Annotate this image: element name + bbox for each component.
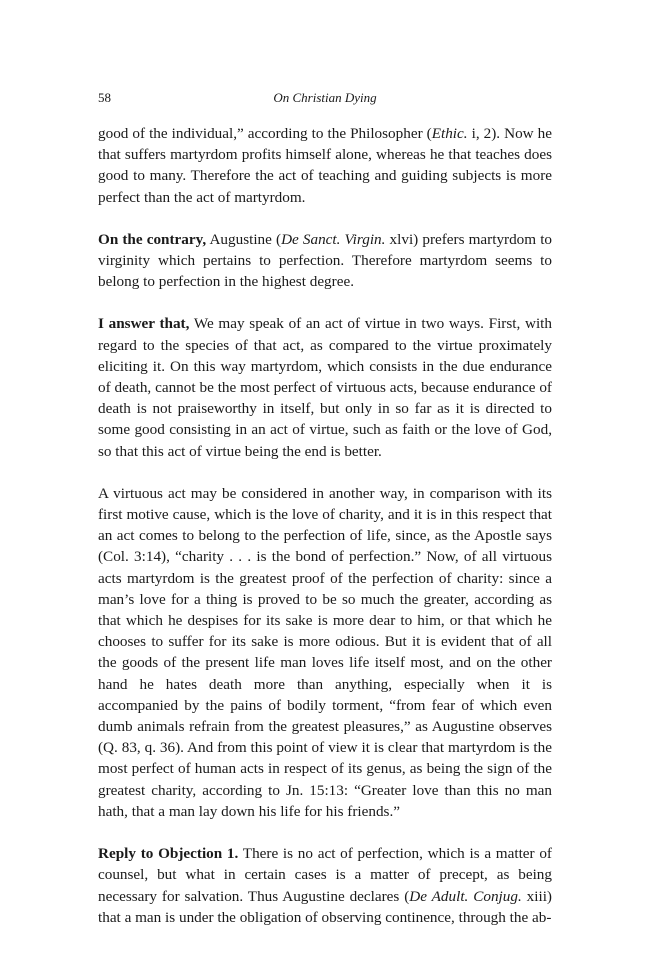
paragraph [98,313,552,461]
paragraph-lead: On the contrary, [98,230,207,248]
text-segment: i, 2). Now he that suffers martyrdom profits himself alone, whereas he that teaches does good to many. Therefore the act of teaching and guiding subjects is more perfect than the act of martyrdom. [98,125,552,206]
work-title: Ethic. [431,125,468,142]
page-header [98,90,552,108]
paragraph-lead: I answer that, [98,315,190,333]
paragraph [98,483,552,822]
paragraph [98,229,552,293]
paragraph [98,123,552,208]
text-segment: We may speak of an act of virtue in two ways. First, with regard to the species of that act, as compared to the virtue proximately eliciting it. On this way martyrdom, which consists in the due endurance of death, cannot be the most perfect of virtuous acts, because endurance of death is not praiseworthy in itself, but only in so far as it is directed to some good consisting in an act of virtue, such as faith or the love of God, so that this act of virtue being the end is better. [98,315,552,460]
running-title: On Christian Dying [273,90,377,105]
text-segment: A virtuous act may be considered in another way, in comparison with its first motive cause, which is the love of charity, and it is in this respect that an act comes to belong to the perfection of life, since, as the Apostle says (Col. 3:14), “charity . . . is the bond of perfection.” Now, of all virtuous acts martyrdom is the greatest proof of the perfection of charity: since a man’s love for a thing is proved to be so much the greater, according as that which he despises for its sake is more dear to him, or that which he chooses to suffer for its sake is more odious. But it is evident that of all the goods of the present life man loves life itself most, and on the other hand he hates death more than anything, especially when it is accompanied by the pains of bodily torment, “from fear of which even dumb animals refrain from the greatest pleasures,” as Augustine observes (Q. 83, q. 36). And from this point of view it is clear that martyrdom is the most perfect of human acts in respect of its genus, as being the sign of the greatest charity, according to Jn. 15:13: “Greater love than this no man hath, that a man lay down his life for his friends.” [98,484,552,820]
text-segment: good of the individual,” according to the Philosopher ( [98,125,432,142]
text-segment: Augustine ( [206,230,282,248]
work-title: De Adult. Conjug. [409,887,522,905]
work-title: De Sanct. Virgin. [281,230,386,248]
text-segment: There is no act of perfection, which is a matter of counsel, but what in certain cases is a matter of precept, as being necessary for salvation. Thus Augustine declares ( [98,845,552,905]
body-text [98,123,552,928]
paragraph-lead: Reply to Objection 1. [98,845,239,863]
paragraph [98,843,552,928]
text-segment: xlvi) prefers martyrdom to virginity which pertains to perfection. Therefore martyrdom seems to belong to perfection in the highest degree. [98,230,553,291]
page-number: 58 [98,90,111,105]
text-segment: xiii) that a man is under the obligation of observing continence, through the ab- [98,887,552,926]
